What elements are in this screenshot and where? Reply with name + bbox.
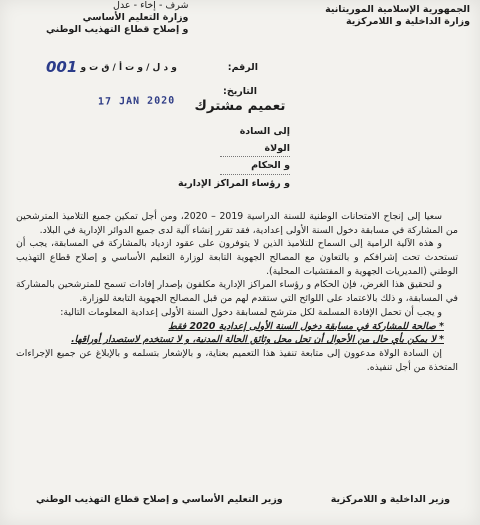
header-ministry-education [46, 0, 188, 36]
date-label: التاريخ: [223, 86, 257, 97]
recipient-line: إلى السادة [239, 126, 290, 137]
date-stamp: 17 JAN 2020 [97, 95, 176, 108]
body-paragraph: و هذه الآلية الرامية إلى السماح للتلاميذ الذين لا يتوفرون على عقود ازدياد بالمشاركة في المسابقة، يجب أن تستحدث تحت إشرافكم و بالتعاون مع المصالح الجهوية التابعة لوزارة التعليم الأساسي و إصلاح قطاع التهذيب الوطني (المديريات الجهوية و المفتشيات المحلية). [16, 238, 458, 277]
info-line: * لا يمكن بأي حال من الأحوال أن تحل محل وثائق الحالة المدنية، و لا تستخدم لاستصدار أوراقها. [71, 334, 444, 346]
info-line: * صالحة للمشاركة في مسابقة دخول السنة الأولى إعدادية 2020 فقط [168, 320, 444, 332]
recipient-line: و الحكام [194, 158, 290, 176]
reference-handwritten-number: 001 [46, 58, 78, 76]
header-education-line2: و إصلاح قطاع التهذيب الوطني [46, 24, 189, 35]
reference-label: الرقم: [227, 62, 258, 73]
reference-number [46, 58, 177, 76]
document-body [16, 210, 458, 374]
header-ministry-name: وزارة الداخلية و اللامركزية [345, 16, 470, 27]
reference-prefix: و د ل / و ت أ / ق ت و [80, 63, 177, 73]
header-education-line1: وزارة التعليم الأساسي [82, 12, 189, 23]
body-paragraph: و يجب أن تحمل الإفادة المسلمة لكل مترشح لمسابقة دخول السنة الأولى إعدادية المعلومات التالية: [60, 306, 442, 318]
header-republic: الجمهورية الإسلامية الموريتانية [325, 4, 470, 15]
document-title: تعميم مشترك [194, 98, 286, 114]
header-motto: شرف - إخاء - عدل [113, 0, 189, 11]
header-ministry-interior [325, 4, 470, 28]
recipient-line: الولاة [194, 141, 290, 159]
body-paragraph: سعيا إلى إنجاح الامتحانات الوطنية للسنة الدراسية 2019 – 2020، ومن أجل تمكين جميع التلاميذ المترشحين من المشاركة في مسابقة دخول السنة الأولى إعدادية، فقد تقرر إنشاء آلية لدى جميع الدوائر الإدارية في البلاد. [16, 211, 458, 236]
recipient-line: و رؤساء المراكز الإدارية [177, 177, 290, 189]
recipients-block [177, 124, 290, 192]
signature-education-minister: وزير التعليم الأساسي و إصلاح قطاع التهذيب الوطني [36, 494, 283, 505]
body-paragraph: و لتحقيق هذا الغرض، فإن الحكام و رؤساء المراكز الإدارية مكلفون بإصدار إفادات تسمح للمترشحين بالمشاركة في المسابقة، و ذلك بالاعتماد على اللوائح التي ستقدم لهم من قبل المصالح الجهوية التابعة للوزارة. [16, 279, 458, 304]
signature-interior-minister: وزير الداخلية و اللامركزية [330, 494, 450, 505]
closing-paragraph: إن السادة الولاة مدعوون إلى متابعة تنفيذ هذا التعميم بعناية، و بالإشعار بتسلمه و بالإبلاغ عن جميع الإجراءات المتخذة من أجل تنفيذه. [16, 348, 458, 373]
